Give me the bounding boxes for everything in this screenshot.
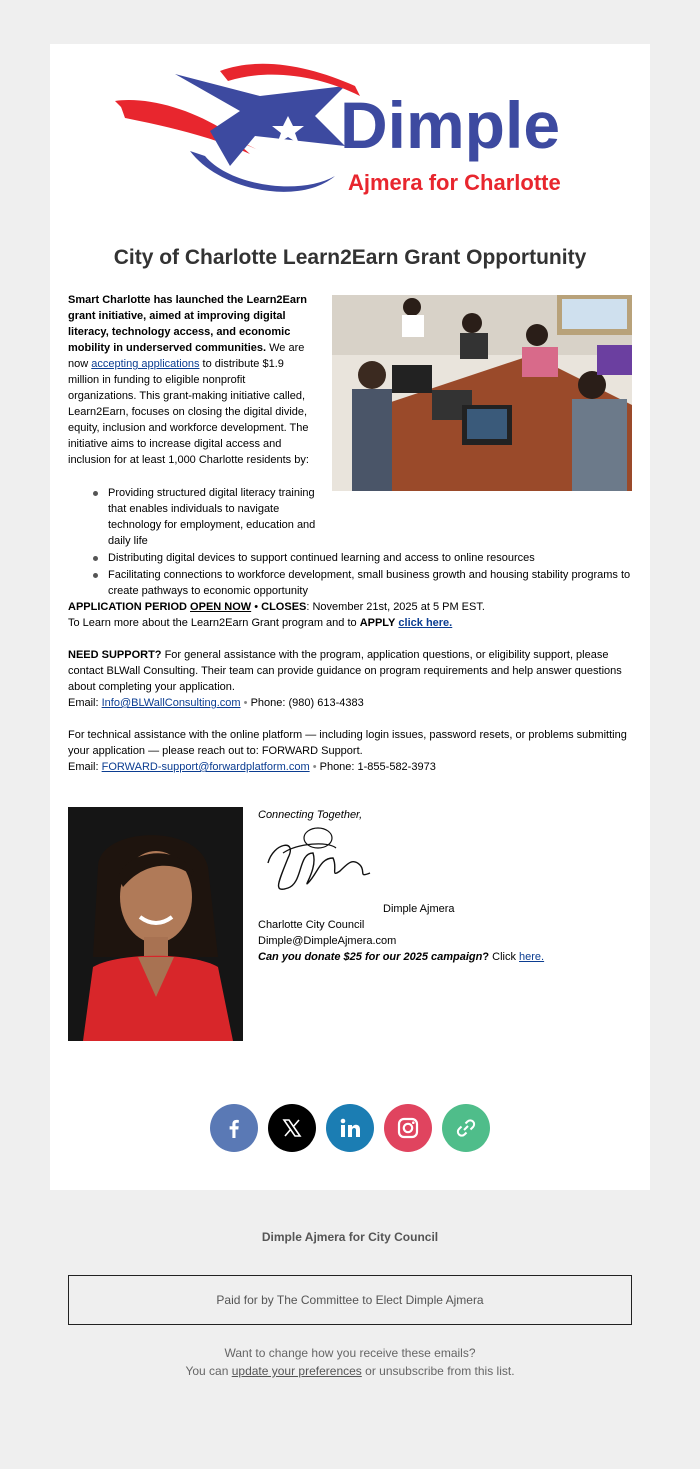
signature-block xyxy=(258,807,618,965)
intro-text-1: We are now xyxy=(68,342,305,370)
campaign-logo xyxy=(110,56,600,206)
instagram-button[interactable] xyxy=(384,1104,432,1152)
apply-label: APPLY xyxy=(359,617,396,629)
period-label: APPLICATION PERIOD xyxy=(68,601,187,613)
open-now-label: OPEN NOW xyxy=(190,601,252,613)
signed-name: Dimple Ajmera xyxy=(383,903,455,915)
tech-support-section: For technical assistance with the online platform — including login issues, password resets, or problems submitting your application — please reach out to: FORWARD Support. Email: FORWARD-support@forwardplatform.com • Phone: 1-855-582-3973 xyxy=(68,729,627,773)
support-section: NEED SUPPORT? For general assistance with the program, application questions, or eligibility support, please contact BLWall Consulting. Their team can provide guidance on program requirements and help answer questions about completing your application. Email: Info@BLWallConsulting.com • Phone: (980) 613-4383 xyxy=(68,649,622,709)
list-item: Distributing digital devices to support continued learning and access to online resources xyxy=(90,550,635,566)
linkedin-icon xyxy=(338,1116,362,1140)
candidate-email: Dimple@DimpleAjmera.com xyxy=(258,935,397,947)
update-preferences-link[interactable]: update your preferences xyxy=(231,1364,362,1378)
logo-tagline: Ajmera for Charlotte xyxy=(348,170,561,195)
donate-link[interactable]: here. xyxy=(519,951,545,963)
list-item: Providing structured digital literacy training that enables individuals to navigate technology for employment, education and daily life xyxy=(90,485,318,549)
logo-name: Dimple xyxy=(340,88,561,162)
donate-prompt: Can you donate $25 for our 2025 campaign xyxy=(258,951,483,963)
website-link-button[interactable] xyxy=(442,1104,490,1152)
workshop-photo xyxy=(332,295,632,491)
tech-text: For technical assistance with the online platform — including login issues, password resets, or problems submitting your application — please reach out to: FORWARD Support. xyxy=(68,729,627,757)
email-card xyxy=(50,44,650,1190)
support-email-label: Email: xyxy=(68,697,102,709)
facebook-icon xyxy=(223,1117,245,1139)
application-period xyxy=(68,599,634,631)
social-links xyxy=(50,1104,650,1152)
you-can-text: You can xyxy=(185,1364,232,1378)
apply-click-here-link[interactable]: click here. xyxy=(398,617,453,629)
email-preferences xyxy=(0,1344,700,1380)
linkedin-button[interactable] xyxy=(326,1104,374,1152)
paid-for-text: Paid for by The Committee to Elect Dimple Ajmera xyxy=(216,1293,484,1307)
change-prompt: Want to change how you receive these emails? xyxy=(224,1346,476,1360)
council-title: Charlotte City Council xyxy=(258,919,365,931)
closes-date: : November 21st, 2025 at 5 PM EST. xyxy=(306,601,485,613)
page-title: City of Charlotte Learn2Earn Grant Opportunity xyxy=(113,246,587,269)
closes-label: CLOSES xyxy=(261,601,307,613)
support-phone: Phone: (980) 613-4383 xyxy=(250,697,364,709)
x-icon xyxy=(281,1117,303,1139)
facebook-button[interactable] xyxy=(210,1104,258,1152)
footer-campaign-name: Dimple Ajmera for City Council xyxy=(261,1230,439,1244)
x-button[interactable] xyxy=(268,1104,316,1152)
list-item: Facilitating connections to workforce development, small business growth and housing stability programs to create pathways to economic opportunity xyxy=(90,567,635,599)
intro-text-2: to distribute $1.9 million in funding to eligible nonprofit organizations. This grant-making initiative called, Learn2Earn, focuses on closing the digital divide, equity, inclusion and workforce development. The initiative aims to increase digital access and inclusion for at least 1,000 Charlotte residents by: xyxy=(68,358,309,466)
handwritten-signature xyxy=(258,823,618,901)
support-text: For general assistance with the program, application questions, or eligibility support, please contact BLWall Consulting. Their team can provide guidance on program requirements and help answer questions about completing your application. xyxy=(68,649,622,693)
donate-question-mark: ? xyxy=(482,951,490,963)
accepting-applications-link[interactable]: accepting applications xyxy=(91,358,200,370)
instagram-icon xyxy=(396,1116,420,1140)
intro-paragraph xyxy=(68,292,312,468)
intro-lead: Smart Charlotte has launched the Learn2Earn grant initiative, aimed at improving digital literacy, technology access, and economic mobility in underserved communities. xyxy=(68,294,308,354)
candidate-portrait xyxy=(68,807,243,1041)
support-heading: NEED SUPPORT? xyxy=(68,649,162,661)
initiative-list xyxy=(90,485,635,600)
tech-phone: Phone: 1-855-582-3973 xyxy=(319,761,436,773)
tech-email-link[interactable]: FORWARD-support@forwardplatform.com xyxy=(101,761,310,773)
link-icon xyxy=(455,1117,477,1139)
donate-click-text: Click xyxy=(489,951,520,963)
separator: • xyxy=(251,601,262,613)
support-email-link[interactable]: Info@BLWallConsulting.com xyxy=(101,697,241,709)
learn-more-text: To Learn more about the Learn2Earn Grant program and to xyxy=(68,617,360,629)
paid-for-disclaimer xyxy=(68,1275,632,1325)
tech-email-label: Email: xyxy=(68,761,102,773)
unsubscribe-text: or unsubscribe from this list. xyxy=(361,1364,515,1378)
greeting: Connecting Together, xyxy=(258,809,363,821)
